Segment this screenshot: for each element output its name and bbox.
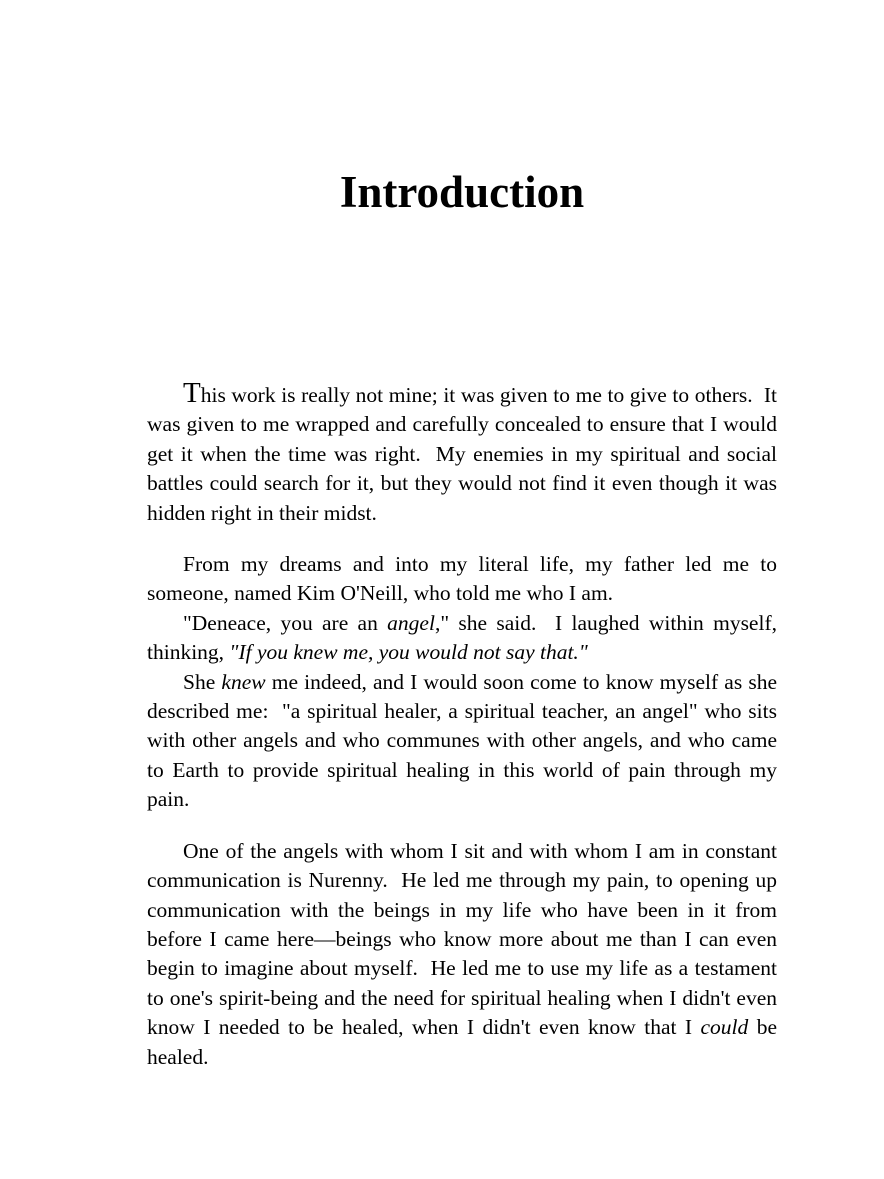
paragraph: [147, 837, 783, 1072]
text-run: be healed.: [147, 1015, 783, 1069]
paragraph: [147, 377, 783, 528]
text-run: his work is really not mine; it was given to me to give to others. It was given to me wrapped and carefully concealed to ensure that I would get it when the time was right. My enemies in my spiritual and social battles could search for it, but they would not find it even though it was hidden right in their midst.: [147, 383, 783, 525]
initial-capital: T: [183, 377, 201, 409]
text-run: knew: [221, 669, 266, 694]
paragraph: [147, 550, 783, 609]
paragraph: [147, 609, 783, 668]
text-column: [147, 0, 783, 1072]
body-text: [147, 377, 783, 1072]
text-run: She: [183, 669, 222, 694]
text-run: ," she said. I laughed within myself, thinking,: [147, 610, 783, 665]
text-run: "If you knew me, you would not say that.": [229, 640, 588, 665]
text-run: From my dreams and into my literal life, my father led me to someone, named Kim O'Neill, who told me who I am.: [147, 552, 783, 606]
text-run: me indeed, and I would soon come to know myself as she described me: "a spiritual healer, a spiritual teacher, an angel" who sits with other angels and who communes with other angels, and who came to Earth to provide spiritual healing in this world of pain through my pain.: [147, 669, 783, 812]
text-run: could: [700, 1015, 749, 1040]
text-run: One of the angels with whom I sit and with whom I am in constant communication is Nurenny. He led me through my pain, to opening up communication with the beings in my life who have been in it from before I came here—beings who know more about me than I can even begin to imagine about myself. He led me to use my life as a testament to one's spirit-being and the need for spiritual healing when I didn't even know I needed to be healed, when I didn't even know that I: [147, 838, 783, 1040]
text-run: "Deneace, you are an: [183, 610, 388, 635]
text-run: angel: [387, 610, 435, 635]
paragraph: [147, 668, 783, 815]
chapter-title: Introduction: [339, 167, 585, 217]
